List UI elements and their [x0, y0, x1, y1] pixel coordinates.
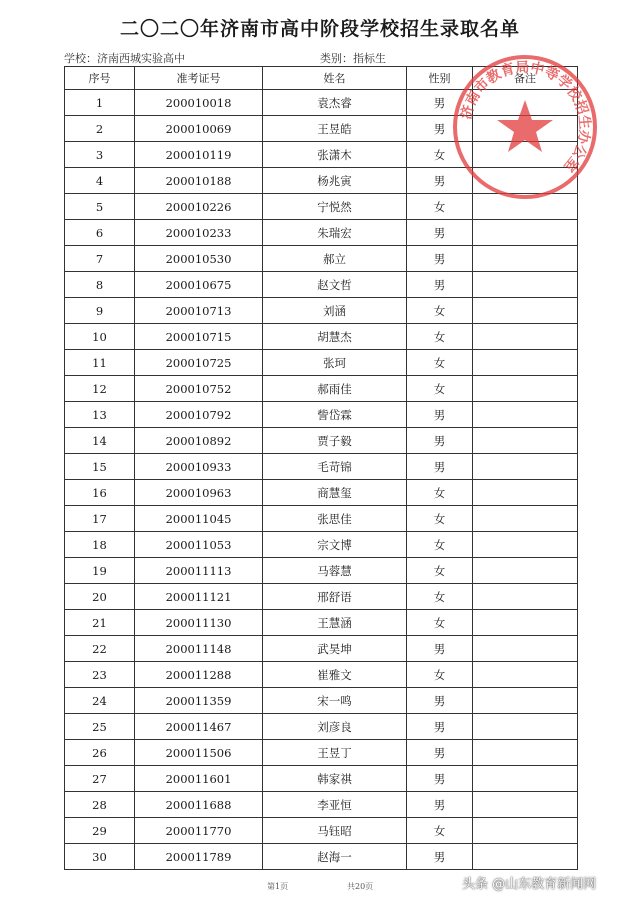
cell-remarks: [473, 532, 578, 558]
cell-index: 28: [65, 792, 135, 818]
cell-exam-id: 200011601: [135, 766, 263, 792]
seal-text-path: 济南市教育局中等学校招生办公室: [458, 59, 593, 175]
header-name: 姓名: [263, 67, 407, 90]
cell-remarks: [473, 350, 578, 376]
cell-index: 6: [65, 220, 135, 246]
cell-index: 3: [65, 142, 135, 168]
table-row: [65, 844, 578, 870]
footer-page-total: 共20页: [347, 882, 374, 891]
cell-gender: 男: [407, 792, 473, 818]
table-row: [65, 610, 578, 636]
cell-remarks: [473, 168, 578, 194]
table-row: [65, 480, 578, 506]
cell-remarks: [473, 454, 578, 480]
cell-name: 刘彦良: [263, 714, 407, 740]
cell-index: 4: [65, 168, 135, 194]
cell-name: 张潇木: [263, 142, 407, 168]
cell-exam-id: 200011288: [135, 662, 263, 688]
table-row: [65, 454, 578, 480]
cell-name: 张思佳: [263, 506, 407, 532]
cell-gender: 男: [407, 636, 473, 662]
cell-exam-id: 200011789: [135, 844, 263, 870]
cell-index: 13: [65, 402, 135, 428]
table-row: [65, 272, 578, 298]
cell-gender: 男: [407, 454, 473, 480]
cell-exam-id: 200011121: [135, 584, 263, 610]
cell-gender: 女: [407, 376, 473, 402]
cell-remarks: [473, 714, 578, 740]
cell-name: 朱瑞宏: [263, 220, 407, 246]
cell-gender: 女: [407, 662, 473, 688]
cell-name: 马蓉慧: [263, 558, 407, 584]
cell-exam-id: 200010725: [135, 350, 263, 376]
table-row: [65, 298, 578, 324]
table-row: [65, 558, 578, 584]
cell-exam-id: 200011688: [135, 792, 263, 818]
cell-exam-id: 200010933: [135, 454, 263, 480]
cell-gender: 女: [407, 818, 473, 844]
cell-name: 崔雅文: [263, 662, 407, 688]
cell-gender: 男: [407, 246, 473, 272]
header-exam-id: 准考证号: [135, 67, 263, 90]
cell-index: 2: [65, 116, 135, 142]
cell-gender: 男: [407, 844, 473, 870]
admission-table: [64, 66, 578, 870]
cell-index: 17: [65, 506, 135, 532]
cell-remarks: [473, 740, 578, 766]
document-title: 二〇二〇年济南市高中阶段学校招生录取名单: [119, 18, 520, 40]
cell-gender: 女: [407, 142, 473, 168]
cell-index: 24: [65, 688, 135, 714]
cell-index: 5: [65, 194, 135, 220]
table-row: [65, 220, 578, 246]
table-row: [65, 532, 578, 558]
cell-gender: 女: [407, 558, 473, 584]
table-row: [65, 168, 578, 194]
watermark: 头条 @山东教育新闻网: [462, 877, 597, 892]
cell-index: 12: [65, 376, 135, 402]
table-row: [65, 350, 578, 376]
cell-exam-id: 200011148: [135, 636, 263, 662]
cell-index: 30: [65, 844, 135, 870]
cell-remarks: [473, 194, 578, 220]
cell-exam-id: 200011467: [135, 714, 263, 740]
table-row: [65, 194, 578, 220]
cell-exam-id: 200010713: [135, 298, 263, 324]
cell-name: 赵文哲: [263, 272, 407, 298]
cell-gender: 男: [407, 766, 473, 792]
cell-index: 19: [65, 558, 135, 584]
cell-index: 25: [65, 714, 135, 740]
cell-remarks: [473, 480, 578, 506]
footer-page-number: 第1页: [267, 882, 289, 891]
category-label: 类别：指标生: [320, 52, 386, 65]
cell-name: 王昱皓: [263, 116, 407, 142]
table-row: [65, 402, 578, 428]
cell-remarks: [473, 636, 578, 662]
cell-exam-id: 200011053: [135, 532, 263, 558]
cell-exam-id: 200010226: [135, 194, 263, 220]
cell-name: 宗文博: [263, 532, 407, 558]
cell-gender: 男: [407, 116, 473, 142]
cell-index: 10: [65, 324, 135, 350]
cell-remarks: [473, 298, 578, 324]
cell-name: 郝立: [263, 246, 407, 272]
cell-remarks: [473, 662, 578, 688]
cell-name: 毛苛锦: [263, 454, 407, 480]
cell-index: 22: [65, 636, 135, 662]
cell-name: 宋一鸣: [263, 688, 407, 714]
cell-index: 15: [65, 454, 135, 480]
table-row: [65, 688, 578, 714]
cell-exam-id: 200011113: [135, 558, 263, 584]
cell-remarks: [473, 220, 578, 246]
cell-name: 张珂: [263, 350, 407, 376]
cell-gender: 女: [407, 298, 473, 324]
cell-exam-id: 200010792: [135, 402, 263, 428]
cell-remarks: [473, 142, 578, 168]
cell-name: 袁杰睿: [263, 90, 407, 116]
cell-remarks: [473, 688, 578, 714]
cell-gender: 男: [407, 428, 473, 454]
cell-index: 11: [65, 350, 135, 376]
cell-remarks: [473, 376, 578, 402]
table-row: [65, 792, 578, 818]
table-row: [65, 428, 578, 454]
cell-index: 27: [65, 766, 135, 792]
cell-exam-id: 200010188: [135, 168, 263, 194]
header-index: 序号: [65, 67, 135, 90]
cell-index: 16: [65, 480, 135, 506]
cell-remarks: [473, 584, 578, 610]
table-row: [65, 506, 578, 532]
cell-gender: 男: [407, 168, 473, 194]
table-row: [65, 714, 578, 740]
cell-name: 郝雨佳: [263, 376, 407, 402]
cell-gender: 男: [407, 220, 473, 246]
cell-remarks: [473, 116, 578, 142]
cell-remarks: [473, 506, 578, 532]
cell-name: 宁悦然: [263, 194, 407, 220]
cell-exam-id: 200010119: [135, 142, 263, 168]
table-row: [65, 324, 578, 350]
cell-name: 胡慧杰: [263, 324, 407, 350]
cell-exam-id: 200010752: [135, 376, 263, 402]
table-row: [65, 246, 578, 272]
cell-name: 邢舒语: [263, 584, 407, 610]
cell-index: 20: [65, 584, 135, 610]
cell-name: 刘涵: [263, 298, 407, 324]
cell-name: 贾子毅: [263, 428, 407, 454]
cell-gender: 男: [407, 402, 473, 428]
table-row: [65, 142, 578, 168]
table-row: [65, 740, 578, 766]
cell-index: 21: [65, 610, 135, 636]
cell-gender: 男: [407, 714, 473, 740]
cell-name: 王昱丁: [263, 740, 407, 766]
cell-name: 王慧涵: [263, 610, 407, 636]
cell-index: 18: [65, 532, 135, 558]
cell-name: 武昊坤: [263, 636, 407, 662]
cell-exam-id: 200010963: [135, 480, 263, 506]
cell-exam-id: 200010233: [135, 220, 263, 246]
cell-gender: 男: [407, 740, 473, 766]
cell-remarks: [473, 246, 578, 272]
cell-remarks: [473, 324, 578, 350]
cell-exam-id: 200011045: [135, 506, 263, 532]
cell-name: 韩家祺: [263, 766, 407, 792]
cell-exam-id: 200011130: [135, 610, 263, 636]
cell-index: 8: [65, 272, 135, 298]
table-header-row: [65, 67, 578, 90]
cell-exam-id: 200010675: [135, 272, 263, 298]
table-row: [65, 116, 578, 142]
cell-index: 23: [65, 662, 135, 688]
cell-remarks: [473, 818, 578, 844]
cell-index: 9: [65, 298, 135, 324]
table-row: [65, 662, 578, 688]
cell-name: 訾岱霖: [263, 402, 407, 428]
cell-name: 商慧玺: [263, 480, 407, 506]
cell-name: 杨兆寅: [263, 168, 407, 194]
header-remarks: 备注: [473, 67, 578, 90]
cell-exam-id: 200011506: [135, 740, 263, 766]
cell-remarks: [473, 844, 578, 870]
cell-gender: 女: [407, 350, 473, 376]
table-row: [65, 818, 578, 844]
cell-gender: 女: [407, 532, 473, 558]
cell-index: 29: [65, 818, 135, 844]
header-gender: 性别: [407, 67, 473, 90]
table-row: [65, 766, 578, 792]
cell-gender: 女: [407, 584, 473, 610]
cell-remarks: [473, 90, 578, 116]
cell-remarks: [473, 610, 578, 636]
cell-gender: 女: [407, 324, 473, 350]
school-label: 学校：济南西城实验高中: [64, 52, 185, 65]
cell-gender: 女: [407, 480, 473, 506]
cell-gender: 男: [407, 272, 473, 298]
cell-index: 7: [65, 246, 135, 272]
cell-exam-id: 200010715: [135, 324, 263, 350]
cell-exam-id: 200010069: [135, 116, 263, 142]
cell-exam-id: 200010530: [135, 246, 263, 272]
cell-index: 1: [65, 90, 135, 116]
cell-name: 李亚恒: [263, 792, 407, 818]
cell-gender: 男: [407, 688, 473, 714]
table-row: [65, 584, 578, 610]
table-row: [65, 90, 578, 116]
table-row: [65, 636, 578, 662]
cell-remarks: [473, 402, 578, 428]
cell-index: 26: [65, 740, 135, 766]
cell-exam-id: 200011770: [135, 818, 263, 844]
cell-exam-id: 200010892: [135, 428, 263, 454]
cell-gender: 女: [407, 194, 473, 220]
cell-gender: 男: [407, 90, 473, 116]
cell-name: 马钰昭: [263, 818, 407, 844]
cell-remarks: [473, 558, 578, 584]
cell-gender: 女: [407, 610, 473, 636]
cell-index: 14: [65, 428, 135, 454]
cell-name: 赵海一: [263, 844, 407, 870]
cell-exam-id: 200010018: [135, 90, 263, 116]
cell-gender: 女: [407, 506, 473, 532]
cell-exam-id: 200011359: [135, 688, 263, 714]
cell-remarks: [473, 272, 578, 298]
cell-remarks: [473, 792, 578, 818]
cell-remarks: [473, 428, 578, 454]
table-row: [65, 376, 578, 402]
cell-remarks: [473, 766, 578, 792]
